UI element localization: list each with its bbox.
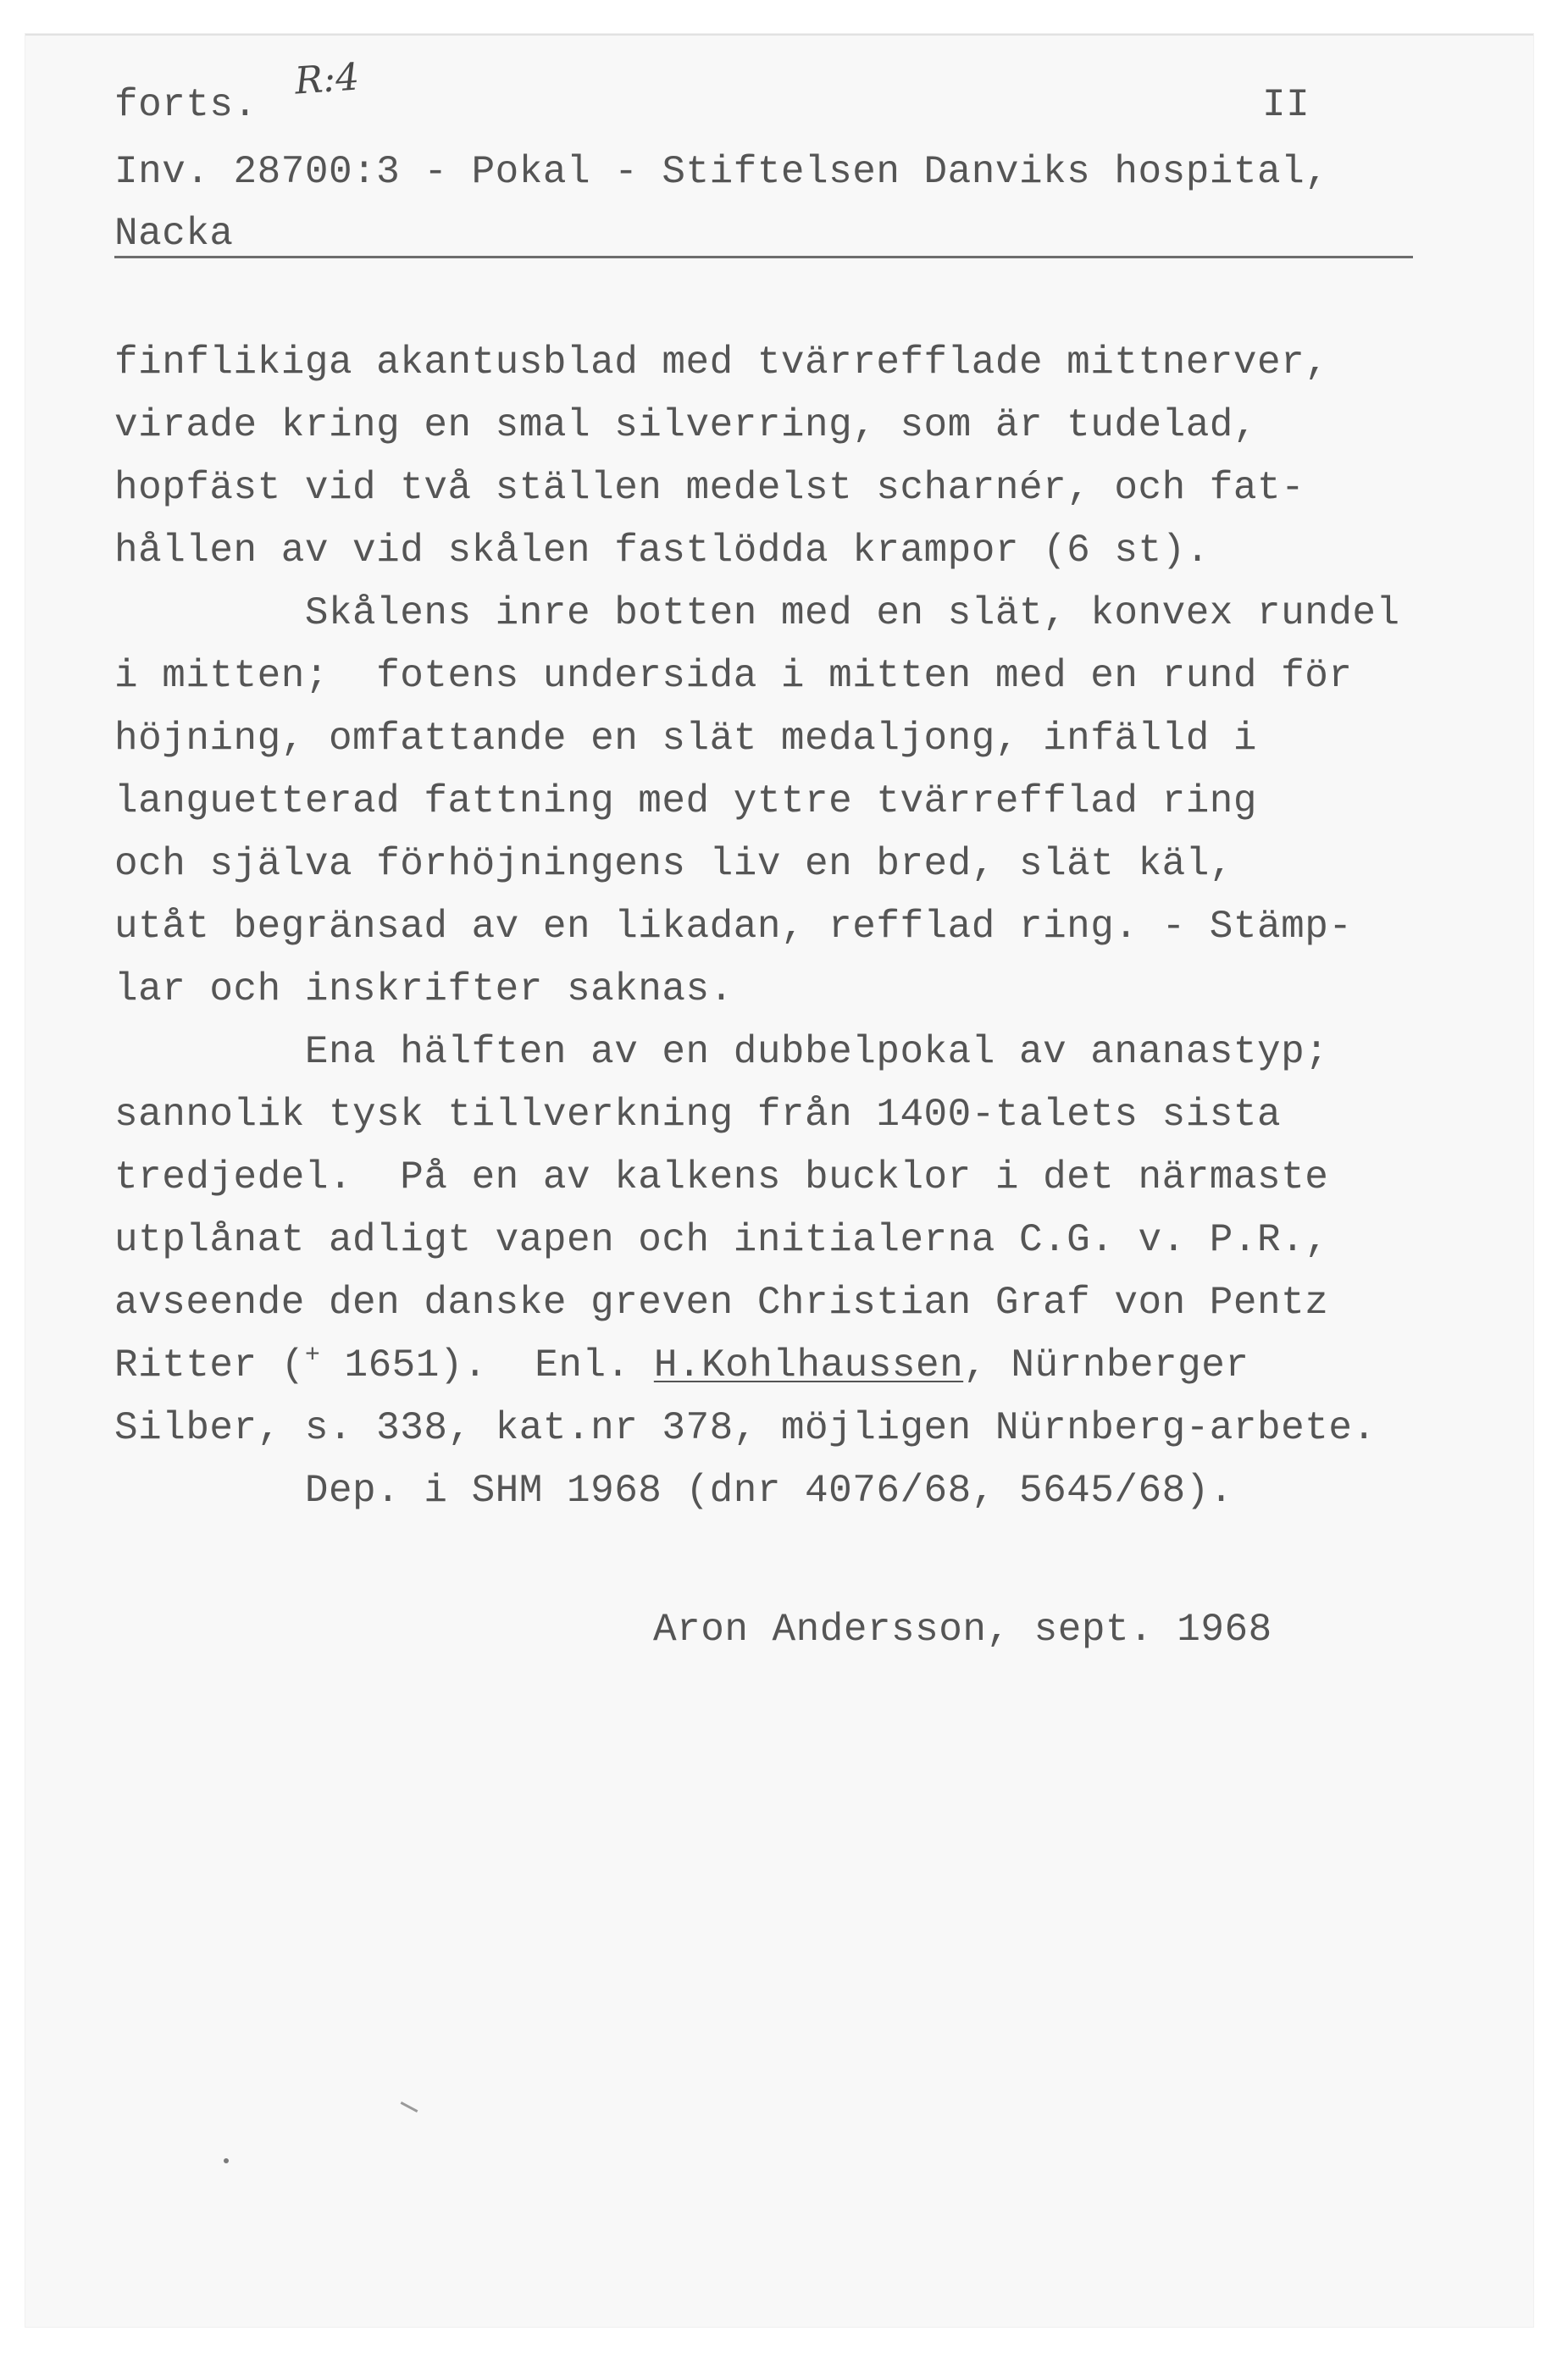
body-line: tredjedel. På en av kalkens bucklor i det närmaste [114,1155,1329,1199]
ritter-suffix: , Nürnberger [963,1343,1249,1387]
body-line: Ena hälften av en dubbelpokal av ananastyp; [114,1030,1329,1074]
body-line: hopfäst vid två ställen medelst scharnér, och fat- [114,466,1305,510]
ritter-line [114,1342,1249,1389]
body-line: utplånat adligt vapen och initialerna C.G. v. P.R., [114,1218,1329,1262]
author-reference: H.Kohlhaussen [653,1343,964,1387]
body-line: avseende den danske greven Christian Graf von Pentz [114,1281,1329,1325]
body-line: languetterad fattning med yttre tvärrefflad ring [114,779,1258,823]
silber-line: Silber, s. 338, kat.nr 378, möjligen Nürnberg-arbete. [114,1406,1377,1450]
body-line: hållen av vid skålen fastlödda krampor (6 st). [114,529,1210,573]
body-line: sannolik tysk tillverkning från 1400-talets sista [114,1093,1282,1137]
body-line: i mitten; fotens undersida i mitten med en rund för [114,654,1353,698]
handwritten-annotation: R:4 [293,55,361,103]
ritter-prefix: Ritter ( [114,1343,305,1387]
stray-dot [224,2158,229,2163]
body-line: virade kring en smal silverring, som är tudelad, [114,403,1258,447]
dagger-symbol: + [304,1341,321,1371]
body-line: höjning, omfattande en slät medaljong, infälld i [114,717,1258,761]
header-divider [114,256,1413,258]
body-line: lar och inskrifter saknas. [114,967,734,1011]
body-line: finflikiga akantusblad med tvärrefflade mittnerver, [114,341,1329,385]
forts-label: forts. [114,83,258,127]
ritter-middle: 1651). Enl. [320,1343,654,1387]
body-line: och själva förhöjningens liv en bred, slät käl, [114,842,1233,886]
signature: Aron Andersson, sept. 1968 [653,1608,1272,1652]
location-line: Nacka [114,212,234,256]
body-line: utåt begränsad av en likadan, refflad ring. - Stämp- [114,905,1353,949]
inventory-line: Inv. 28700:3 - Pokal - Stiftelsen Danviks hospital, [114,150,1329,194]
deposit-line: Dep. i SHM 1968 (dnr 4076/68, 5645/68). [114,1469,1233,1513]
page-number: II [1262,83,1310,127]
body-line: Skålens inre botten med en slät, konvex rundel [114,591,1400,635]
